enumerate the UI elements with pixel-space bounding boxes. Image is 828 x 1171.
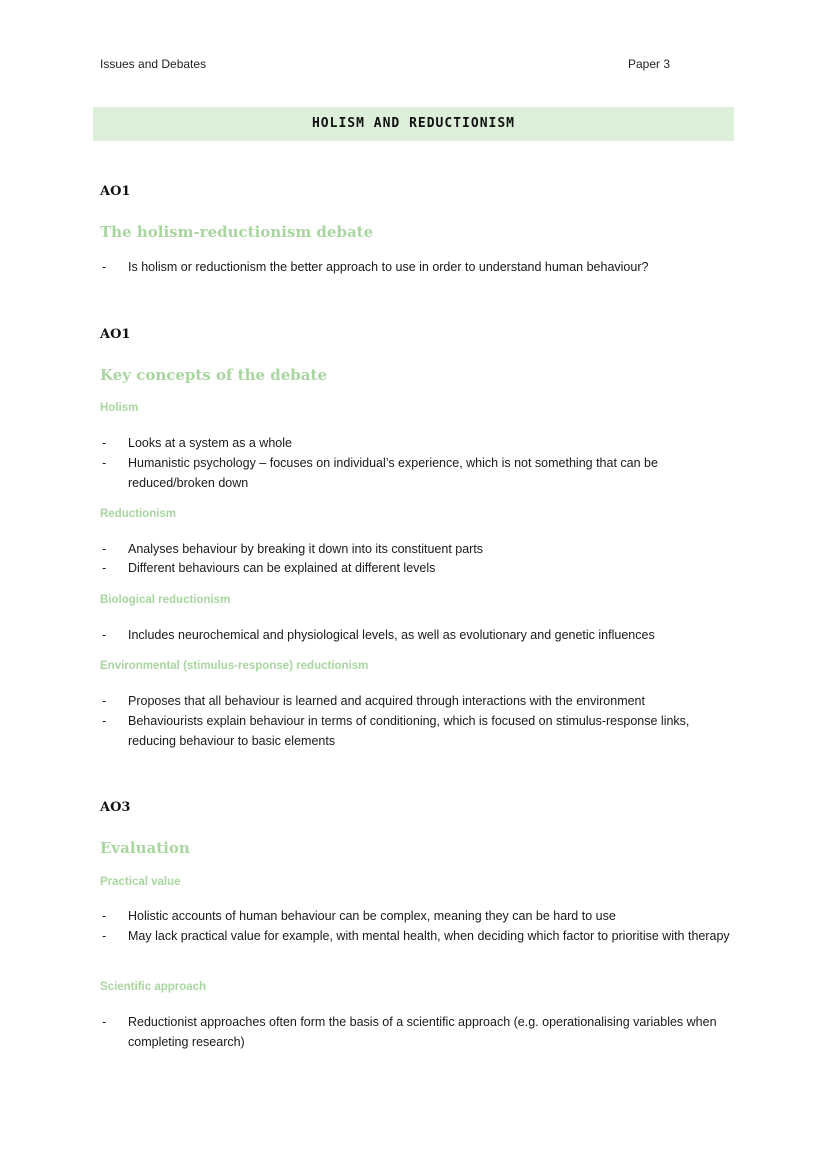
bullet-dash: - [102, 1015, 107, 1029]
subheading-scientific-approach: Scientific approach [100, 981, 207, 993]
subheading-biological-reductionism: Biological reductionism [100, 594, 231, 606]
subheading-holism: Holism [100, 402, 139, 414]
bullet-dash: - [102, 694, 107, 708]
header-paper: Paper 3 [627, 57, 670, 71]
bullet-dash: - [102, 456, 107, 470]
title-band [93, 107, 734, 141]
subheading-practical-value: Practical value [100, 876, 181, 888]
list-item-text: Is holism or reductionism the better approach to use in order to understand human behaviour? [128, 260, 649, 274]
subheading-reductionism: Reductionism [100, 508, 177, 520]
bullet-dash: - [102, 436, 107, 450]
section-heading-evaluation: Evaluation [100, 839, 190, 857]
bullet-dash: - [102, 909, 107, 923]
section-heading-key-concepts: Key concepts of the debate [100, 366, 327, 384]
list-item-text: Includes neurochemical and physiological levels, as well as evolutionary and genetic influences [128, 628, 655, 642]
subheading-environmental-reductionism: Environmental (stimulus-response) reductionism [100, 660, 369, 672]
list-item-text: Proposes that all behaviour is learned and acquired through interactions with the environment [128, 694, 645, 708]
list-item-text: Humanistic psychology – focuses on individual’s experience, which is not something that can be reduced/broken down [128, 456, 658, 490]
ao-label-2: AO1 [100, 327, 131, 342]
bullet-dash: - [102, 714, 107, 728]
bullet-dash: - [102, 628, 107, 642]
ao-label-3: AO3 [100, 800, 131, 815]
list-item-text: Analyses behaviour by breaking it down into its constituent parts [128, 542, 484, 556]
section-heading-debate: The holism-reductionism debate [100, 223, 374, 241]
list-item-text: Behaviourists explain behaviour in terms of conditioning, which is focused on stimulus-response links, reducing behaviour to basic elements [128, 714, 690, 748]
list-item-text: Holistic accounts of human behaviour can be complex, meaning they can be hard to use [128, 909, 616, 923]
bullet-dash: - [102, 260, 107, 274]
bullet-dash: - [102, 542, 107, 556]
bullet-dash: - [102, 561, 107, 575]
page-title: HOLISM AND REDUCTIONISM [311, 116, 515, 131]
list-item-text: Different behaviours can be explained at different levels [128, 561, 436, 575]
bullet-dash: - [102, 929, 107, 943]
list-item-text: Looks at a system as a whole [128, 436, 292, 450]
page-header [100, 57, 670, 75]
ao-label-1: AO1 [100, 184, 131, 199]
header-subject: Issues and Debates [100, 57, 207, 71]
list-item-text: May lack practical value for example, with mental health, when deciding which factor to prioritise with therapy [128, 929, 730, 943]
list-item-text: Reductionist approaches often form the basis of a scientific approach (e.g. operationalising variables when completing research) [128, 1015, 717, 1049]
